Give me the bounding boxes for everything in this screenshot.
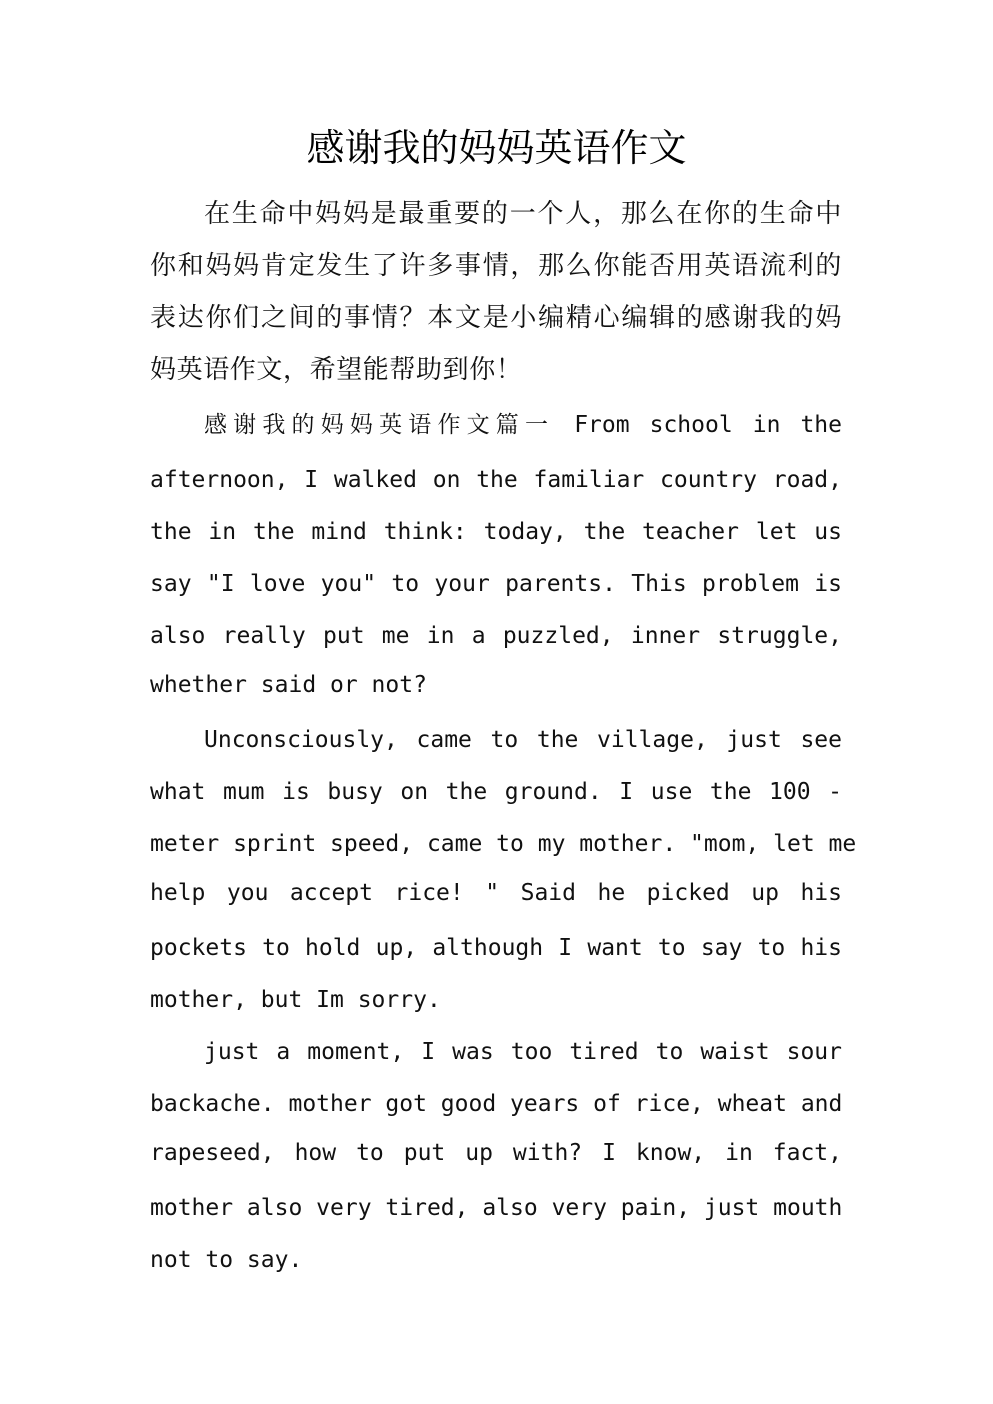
text-line: just a moment, I was too tired to waist sour [204, 1039, 842, 1065]
text-line: 表达你们之间的事情？本文是小编精心编辑的感谢我的妈 [150, 303, 842, 333]
text-line: backache. mother got good years of rice, wheat and [150, 1091, 843, 1117]
text-line: mother, but Im sorry. [150, 987, 441, 1013]
text-line: not to say. [150, 1247, 303, 1273]
document-title: 感谢我的妈妈英语作文 [306, 126, 687, 170]
text-line: 感谢我的妈妈英语作文篇一 From school in the [204, 412, 842, 438]
text-line: also really put me in a puzzled, inner struggle, [150, 623, 842, 649]
text-line: help you accept rice! " Said he picked up his [150, 880, 842, 906]
text-line: whether said or not? [150, 672, 427, 698]
text-line: pockets to hold up, although I want to say to his [150, 935, 842, 961]
text-line: the in the mind think: today, the teacher let us [150, 519, 842, 545]
text-line: meter sprint speed, came to my mother. "mom, let me [150, 831, 857, 857]
text-line: what mum is busy on the ground. I use the 100 - [150, 779, 842, 805]
text-line: 在生命中妈妈是最重要的一个人，那么在你的生命中 [204, 199, 842, 229]
text-line: say "I love you" to your parents. This problem is [150, 571, 842, 597]
text-line: rapeseed, how to put up with? I know, in fact, [150, 1140, 842, 1166]
text-line: mother also very tired, also very pain, just mouth [150, 1195, 843, 1221]
text-line: 你和妈妈肯定发生了许多事情，那么你能否用英语流利的 [150, 251, 842, 281]
text-line: Unconsciously, came to the village, just see [204, 727, 842, 753]
text-line: 妈英语作文，希望能帮助到你！ [150, 355, 523, 385]
text-line: afternoon, I walked on the familiar country road, [150, 467, 842, 493]
